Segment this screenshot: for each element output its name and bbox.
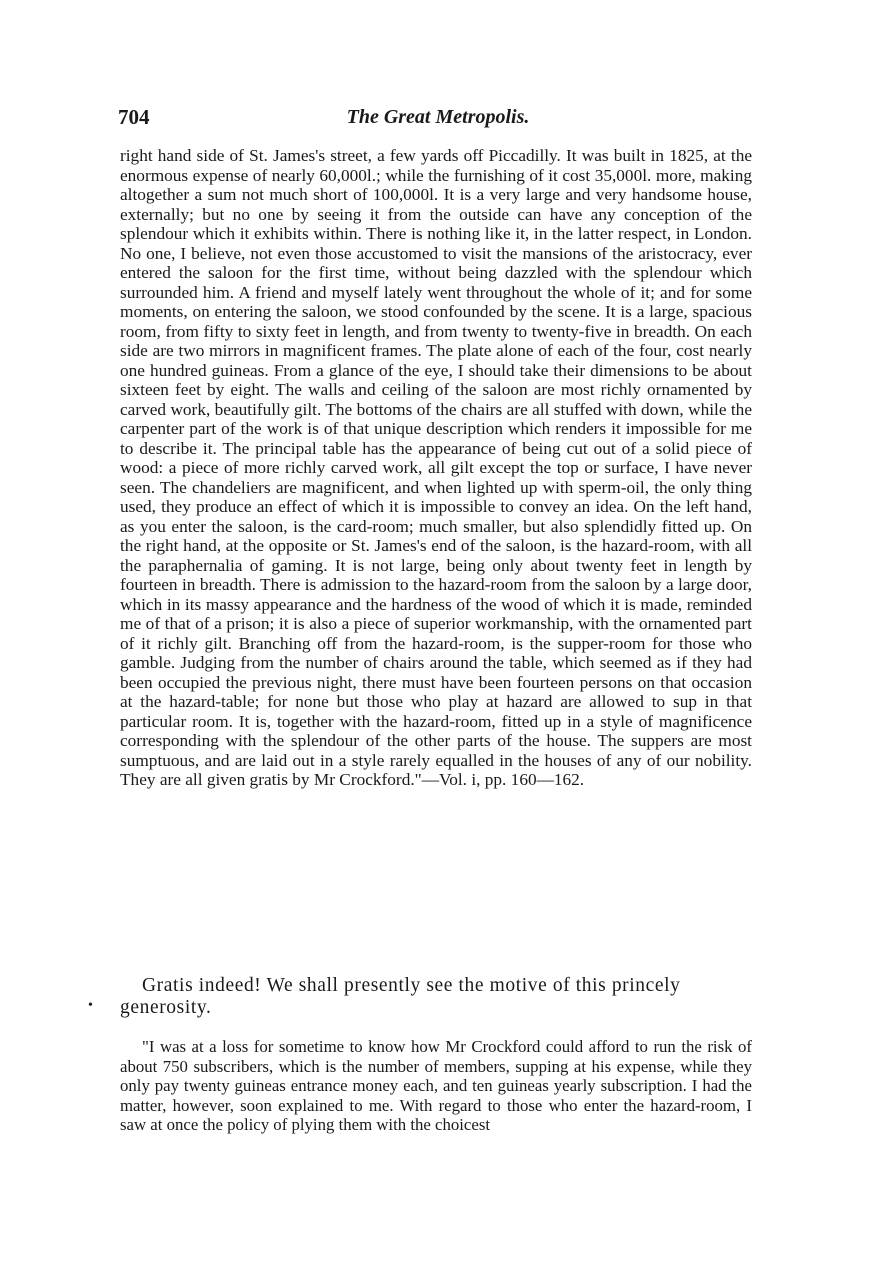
editorial-commentary: Gratis indeed! We shall presently see the motive of this princely generosity. <box>120 975 681 1018</box>
quoted-passage: right hand side of St. James's street, a few yards off Piccadilly. It was built in 1825, at the enormous expense of nearly 60,000l.; while the furnishing of it cost 35,000l. more, making altogether a sum not much short of 100,000l. It is a very large and very handsome house, externally; but no one by seeing it from the outside can have any conception of the splendour which it exhibits within. There is nothing like it, in the latter respect, in London. No one, I believe, not even those accustomed to visit the mansions of the aristocracy, ever entered the saloon for the first time, without being dazzled with the splendour which surrounded him. A friend and myself lately went throughout the whole of it; and for some moments, on entering the saloon, we stood confounded by the scene. It is a large, spacious room, from fifty to sixty feet in length, and from twenty to twenty-five in breadth. On each side are two mirrors in magnificent frames. The plate alone of each of the four, cost nearly one hundred guineas. From a glance of the eye, I should take their dimensions to be about sixteen feet by eight. The walls and ceiling of the saloon are most richly ornamented by carved work, beautifully gilt. The bottoms of the chairs are all stuffed with down, while the carpenter part of the work is of that unique description which renders it impossible for me to describe it. The principal table has the appearance of being cut out of a solid piece of wood: a piece of more richly carved work, all gilt except the top or surface, I have never seen. The chandeliers are magnificent, and when lighted up with sperm-oil, the only thing used, they produce an effect of which it is impossible to convey an idea. On the left hand, as you enter the saloon, is the card-room; much smaller, but also splendidly fitted up. On the right hand, at the opposite or St. James's end of the saloon, is the hazard-room, with all the paraphernalia of gaming. It is not large, being only about twenty feet in length by fourteen in breadth. There is admission to the hazard-room from the saloon by a large door, which in its massy appearance and the hardness of the wood of which it is made, reminded me of that of a prison; it is also a piece of superior workmanship, with the ornamented part of it richly gilt. Branching off from the hazard-room, is the supper-room for those who gamble. Judging from the number of chairs around the table, which seemed as if they had been occupied the previous night, there must have been fourteen persons on that occasion at the hazard-table; for none but those who play at hazard are allowed to sup in that particular room. It is, together with the hazard-room, fitted up in a style of magnificence corresponding with the splendour of the other parts of the house. The suppers are most sumptuous, and are laid out in a style rarely equalled in the houses of any of our nobility. They are all given gratis by Mr Crockford."—Vol. i, pp. 160—162. <box>120 146 752 789</box>
margin-mark: • <box>88 998 93 1013</box>
second-quoted-passage: "I was at a loss for sometime to know how Mr Crockford could afford to run the risk of about 750 subscribers, which is the number of members, supping at his expense, while they only pay twenty guineas entrance money each, and ten guineas yearly subscription. I had the matter, however, soon explained to me. With regard to those who enter the hazard-room, I saw at once the policy of plying them with the choicest <box>120 1037 752 1135</box>
page-header <box>118 105 758 135</box>
page-number: 704 <box>118 105 150 129</box>
running-title: The Great Metropolis. <box>346 106 530 128</box>
